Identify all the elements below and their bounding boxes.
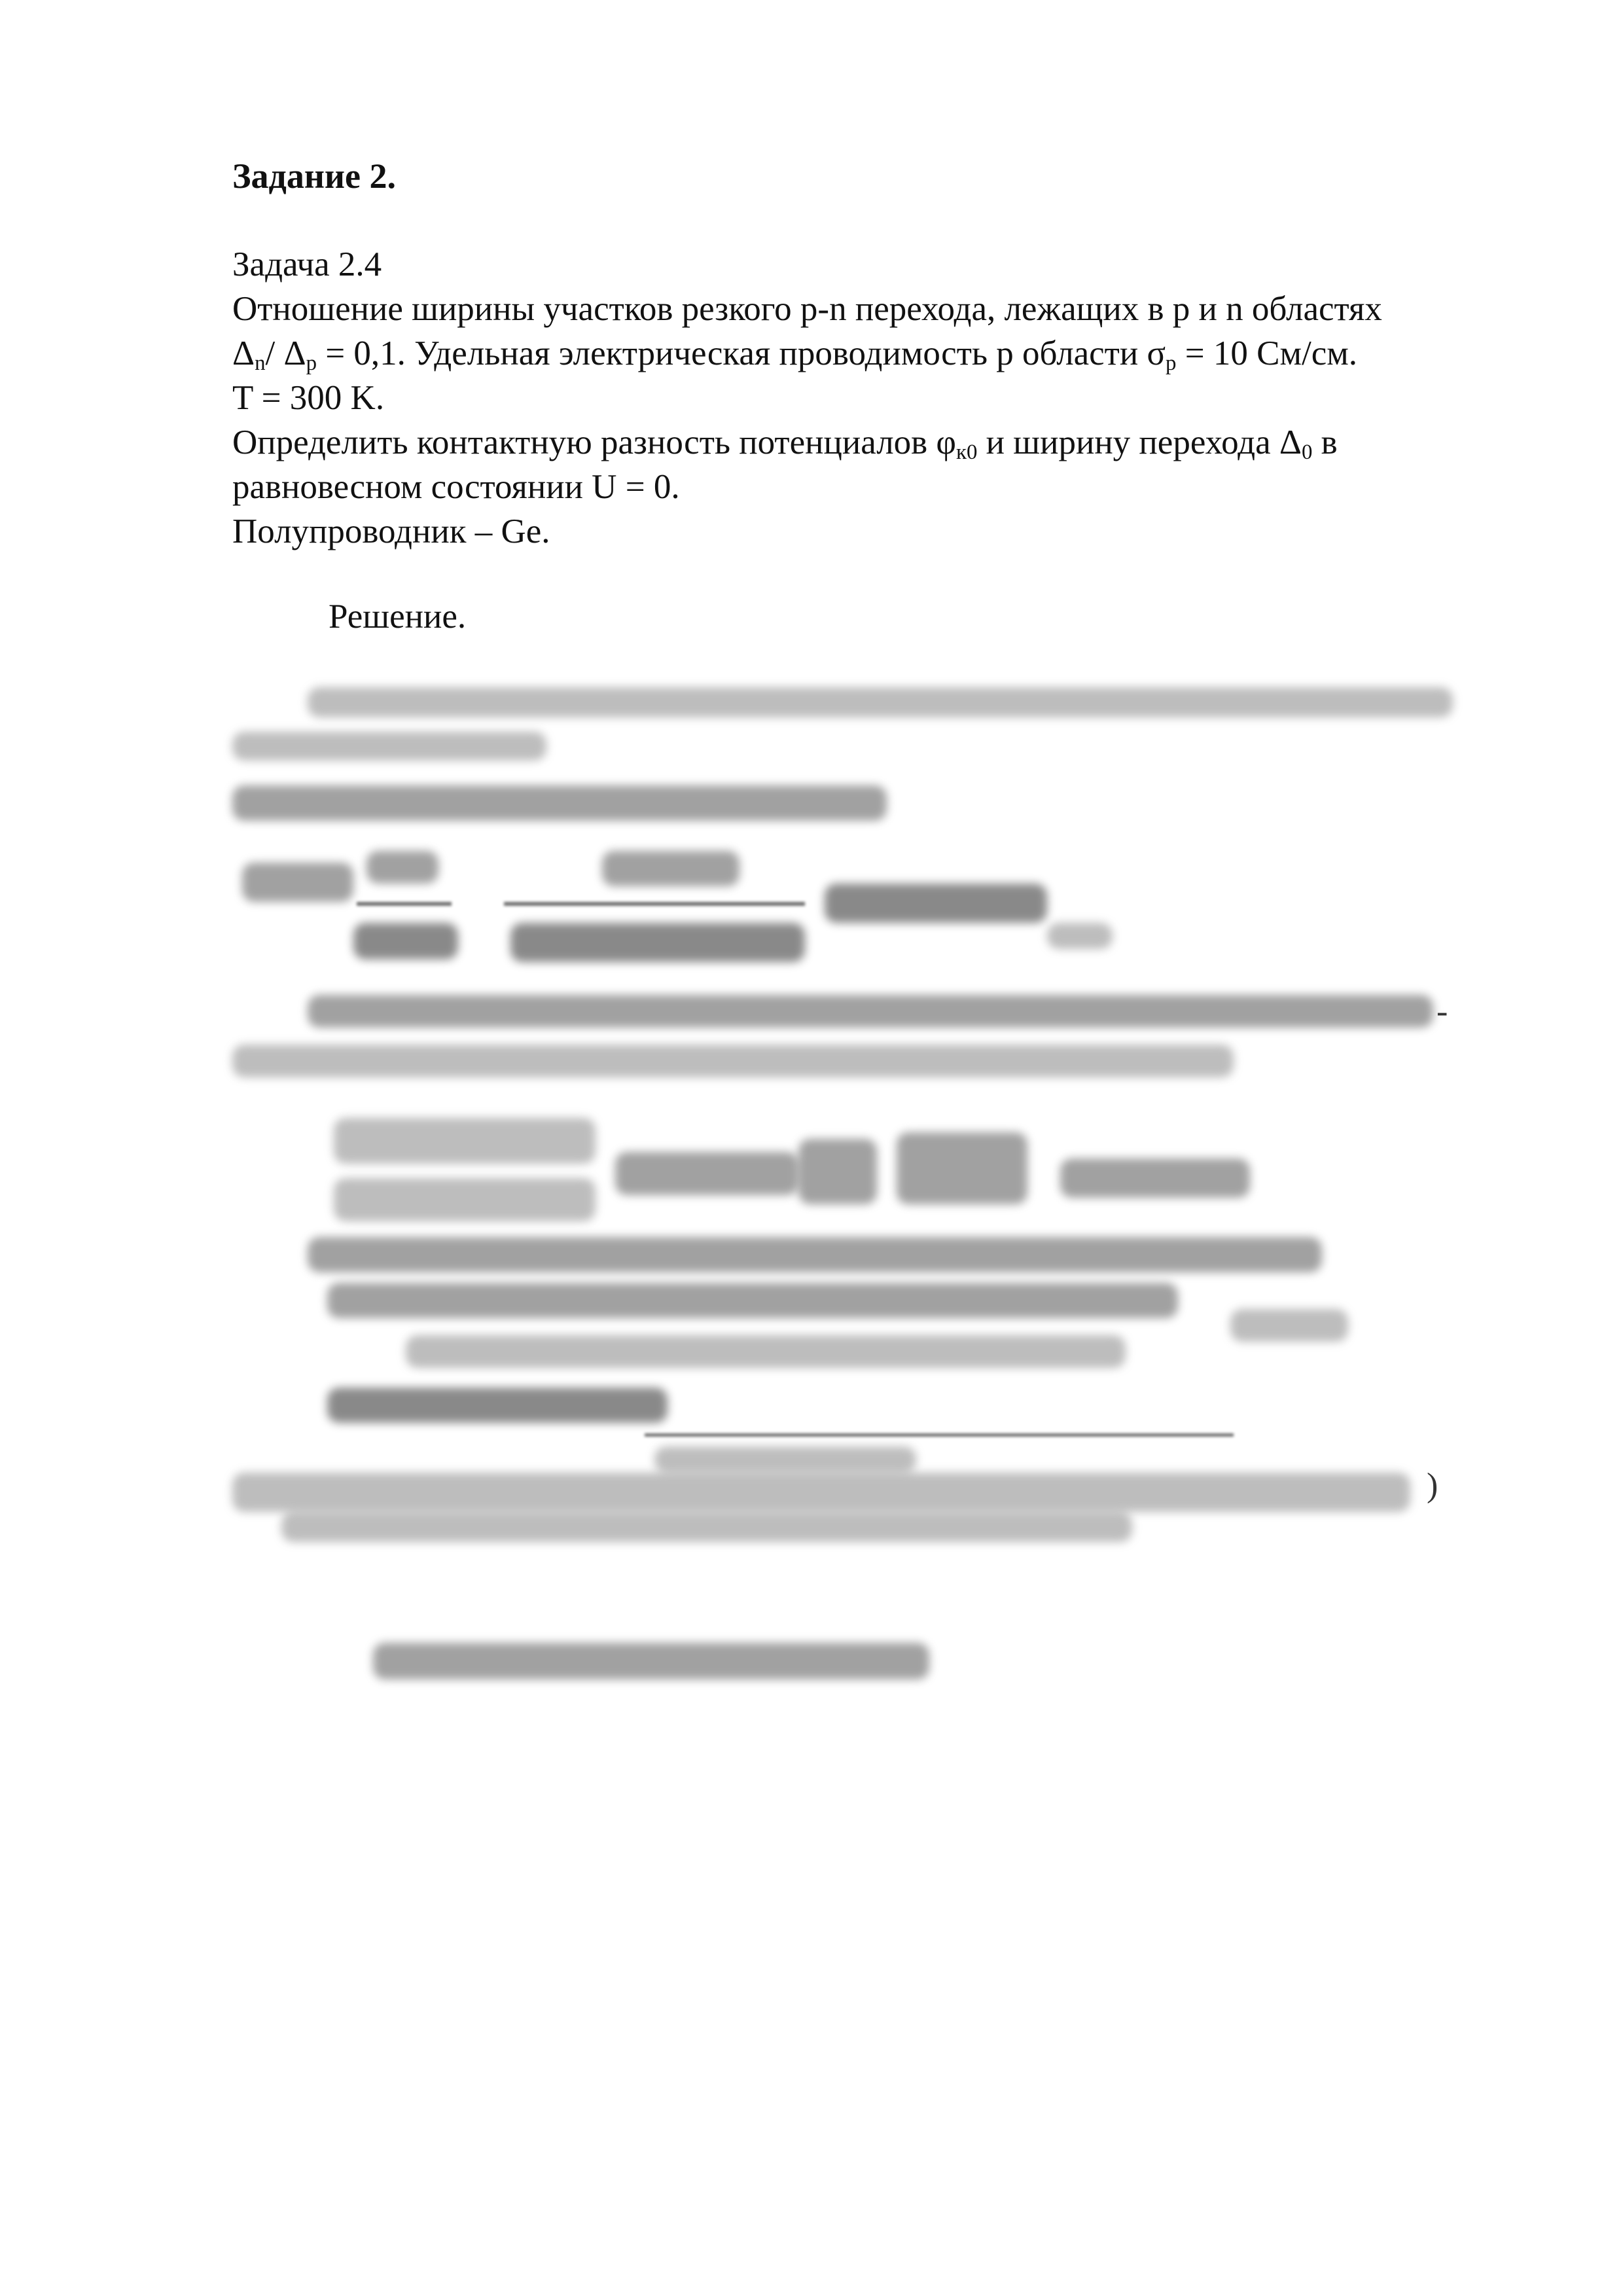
blurred-formula (897, 1132, 1027, 1204)
blurred-formula (825, 884, 1047, 923)
statement-line-6: Полупроводник – Ge. (232, 512, 550, 550)
blurred-formula (406, 1335, 1126, 1368)
blurred-formula (242, 863, 353, 902)
blurred-formula (281, 1512, 1132, 1542)
blurred-formula (1230, 1309, 1348, 1342)
blurred-formula (327, 1283, 1178, 1318)
statement-line-3: T = 300 K. (232, 379, 385, 417)
blurred-formula (615, 1152, 798, 1195)
blurred-line (308, 1237, 1322, 1272)
blurred-answer (373, 1643, 929, 1679)
statement-line-1: Отношение ширины участков резкого p-n перехода, лежащих в p и n областях (232, 290, 1382, 328)
blurred-formula (1047, 923, 1113, 949)
blurred-formula (232, 1473, 1410, 1512)
blurred-formula (510, 923, 805, 962)
closing-parenthesis: ) (1427, 1467, 1438, 1504)
fraction-line (645, 1433, 1234, 1437)
blurred-formula (366, 851, 438, 884)
fraction-line (504, 902, 805, 906)
fraction-line (357, 902, 452, 906)
blurred-line (308, 687, 1453, 717)
blurred-line (308, 995, 1433, 1028)
solution-title: Решение. (329, 598, 467, 636)
line-continuation: - (1436, 993, 1448, 1030)
blurred-formula (353, 923, 458, 960)
blurred-formula (602, 851, 740, 886)
statement-line-5: равновесном состоянии U = 0. (232, 468, 680, 506)
statement-line-4: Определить контактную разность потенциалов $\varphi_{к0}$ и ширину перехода $\Delta_0$ в (232, 423, 1338, 465)
blurred-line (327, 1388, 668, 1423)
blurred-formula (334, 1118, 596, 1164)
blurred-formula (654, 1446, 916, 1473)
blurred-formula (1060, 1158, 1250, 1198)
blurred-formula (334, 1178, 596, 1221)
problem-number: Задача 2.4 (232, 245, 382, 283)
blurred-line (232, 1045, 1234, 1077)
blurred-formula (232, 785, 887, 821)
statement-line-2: $\Delta_n/$ $\Delta_p = 0,1$. Удельная электрическая проводимость p области $\sigma_p = 10$ См/см. (232, 334, 1358, 376)
blurred-line (232, 732, 546, 761)
blurred-formula (798, 1139, 877, 1204)
assignment-heading: Задание 2. (232, 156, 397, 196)
